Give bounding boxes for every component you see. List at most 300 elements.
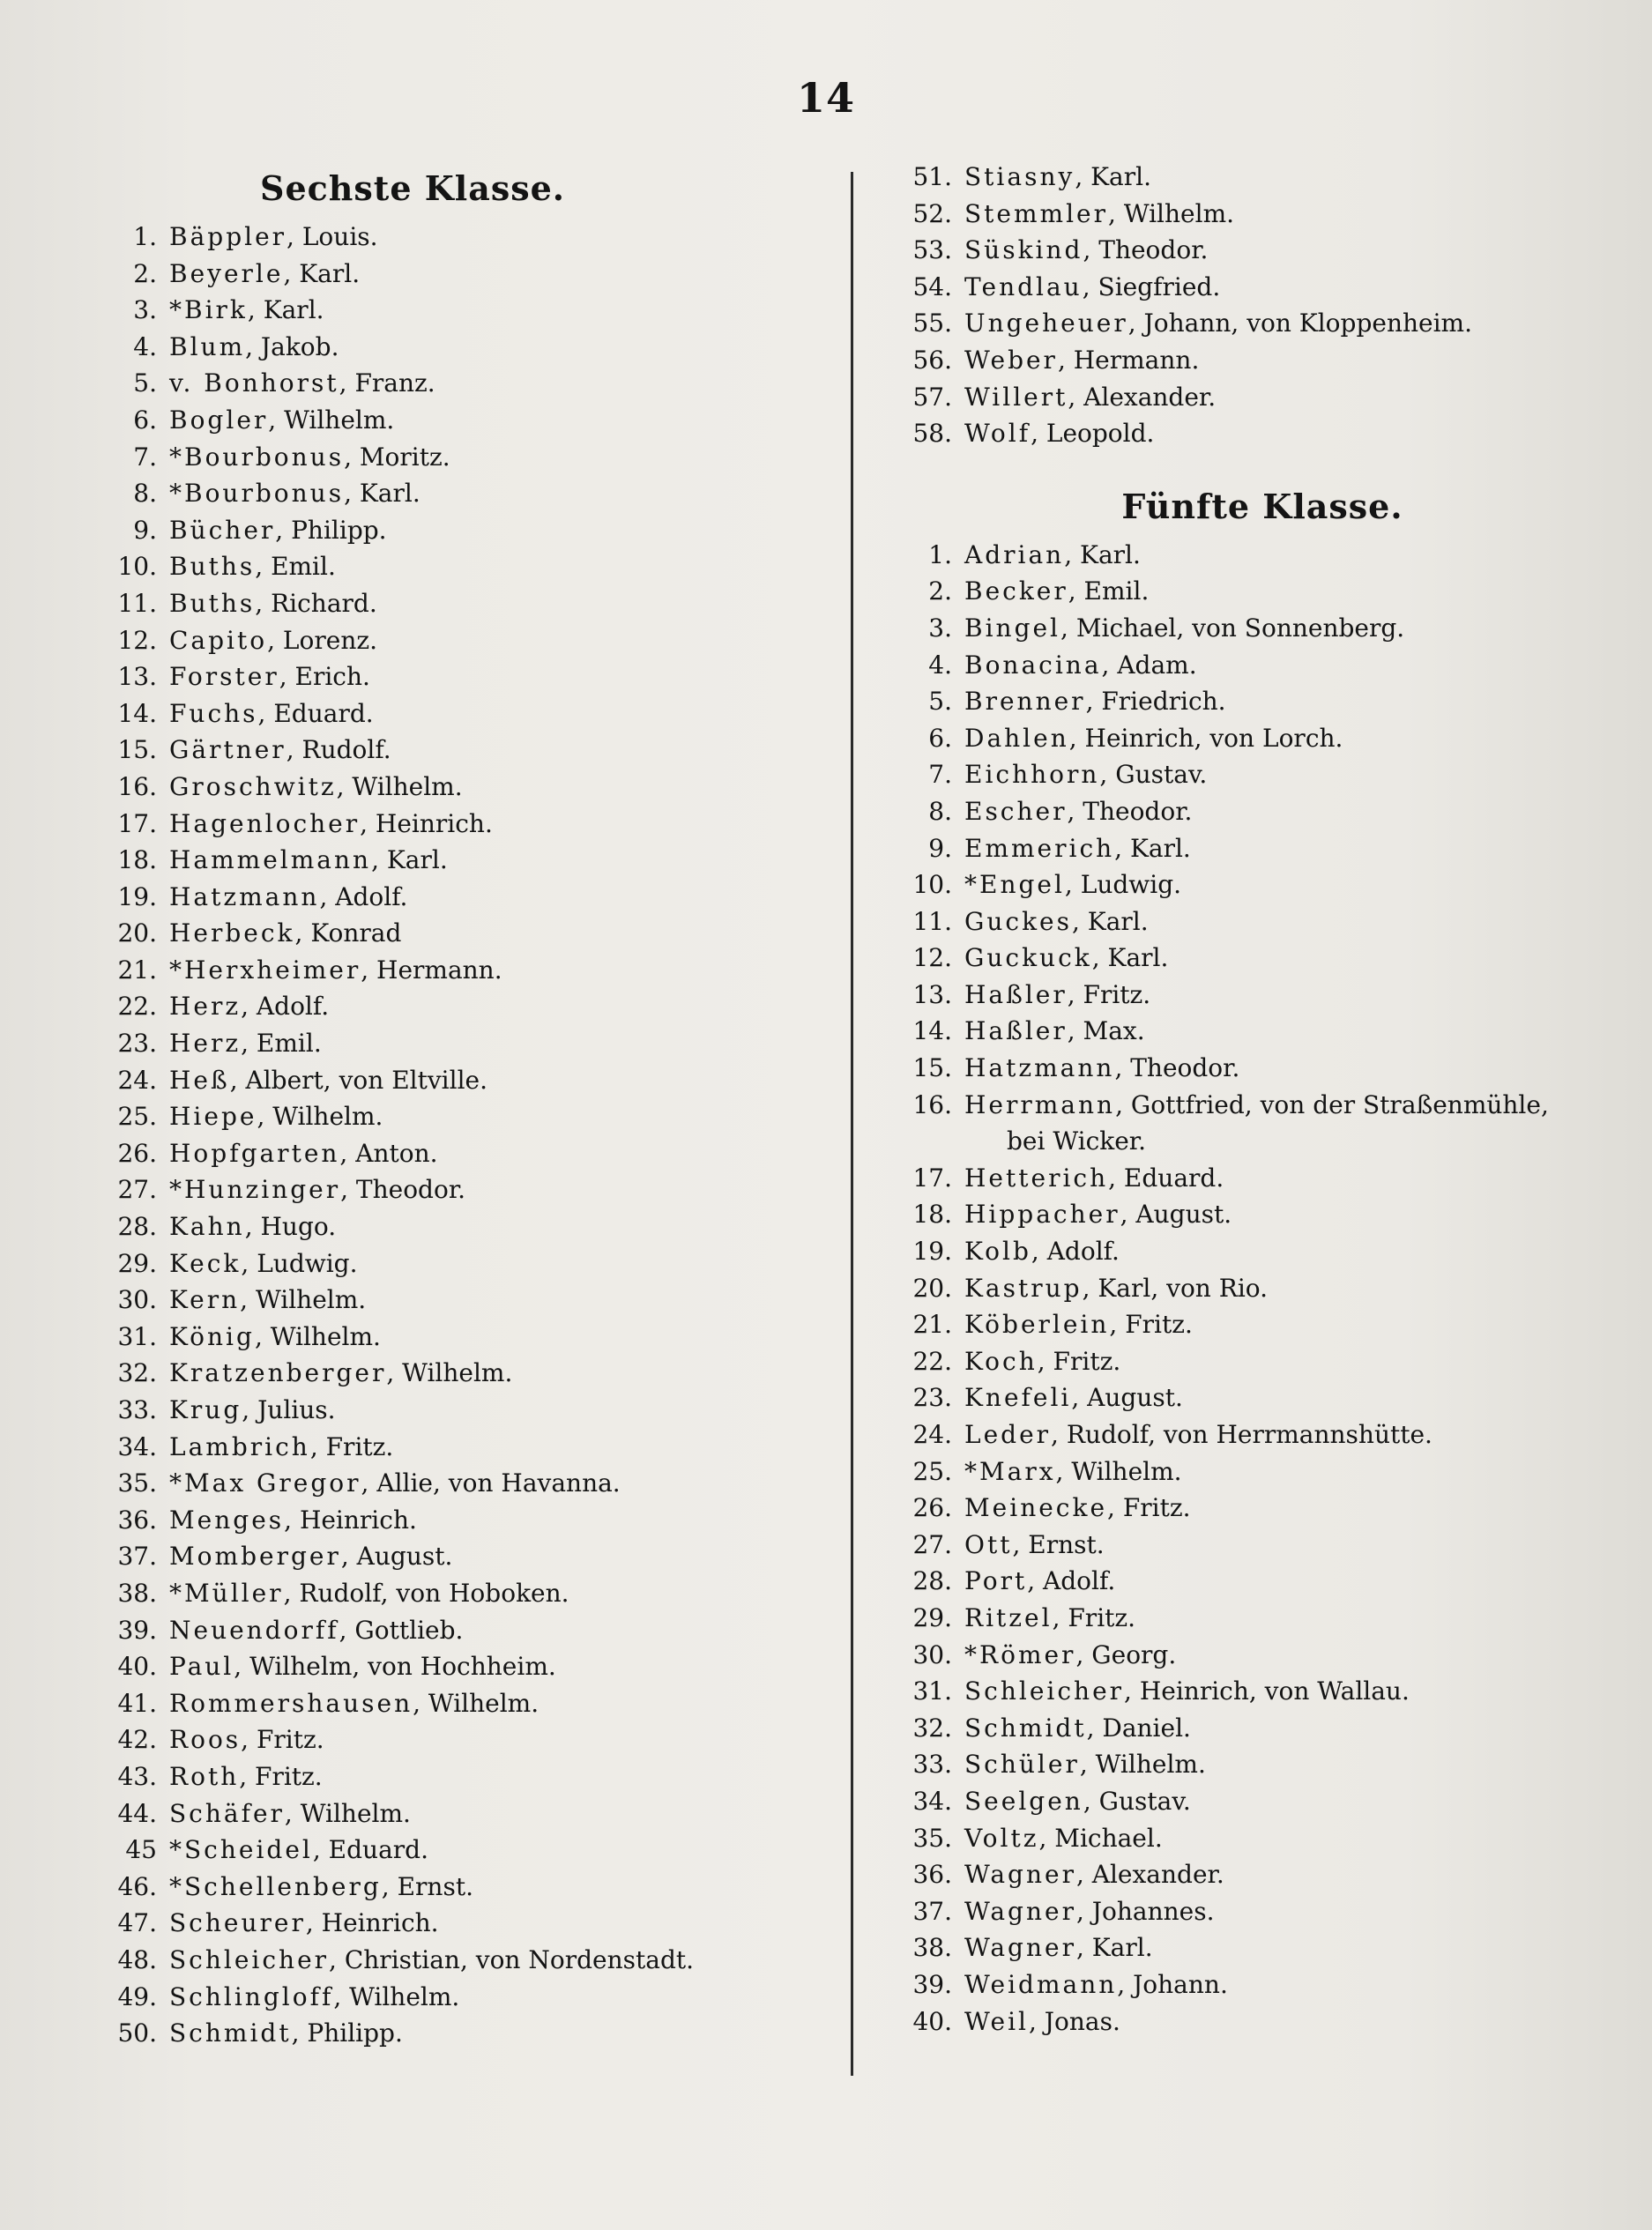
entry-number: 50.: [117, 2018, 157, 2048]
entry-given-name: , Konrad: [294, 918, 402, 948]
entry-number: 42.: [117, 1725, 157, 1755]
entry-given-name: , Erich.: [279, 662, 370, 692]
list-item: [901, 1013, 1624, 1050]
entry-number: 41.: [117, 1688, 157, 1718]
entry-given-name: , Fritz.: [1052, 1602, 1136, 1632]
entry-text: [964, 1270, 1268, 1307]
entry-text: [169, 1392, 336, 1429]
list-item: [106, 879, 829, 916]
entry-given-name: , Alexander.: [1068, 382, 1217, 412]
entry-given-name: , Eduard.: [257, 698, 374, 728]
entry-text: [169, 1942, 694, 1979]
entry-surname: *Max Gregor: [169, 1468, 361, 1498]
entry-number: 2.: [928, 576, 952, 606]
list-item: [106, 1758, 829, 1795]
entry-surname: Guckuck: [964, 943, 1092, 973]
entry-text: [964, 1306, 1193, 1343]
entry-surname: Tendlau: [964, 271, 1083, 301]
list-item: [901, 415, 1624, 452]
entry-number: 33.: [912, 1750, 952, 1780]
entry-given-name: , Fritz.: [1107, 1493, 1191, 1523]
list-item: [106, 1171, 829, 1208]
entry-number: 35.: [117, 1468, 157, 1498]
entry-given-name: , Karl.: [1075, 162, 1151, 191]
entry-text: [169, 622, 377, 659]
list-item: [901, 1856, 1624, 1893]
entry-surname: Knefeli: [964, 1383, 1072, 1413]
entry-surname: Brenner: [964, 687, 1086, 717]
entry-text: [169, 2015, 403, 2052]
entry-text: [964, 1490, 1191, 1527]
list-item: [106, 1135, 829, 1172]
entry-number: 15.: [912, 1053, 952, 1083]
entry-number: 51.: [912, 162, 952, 191]
entry-given-name: , Hermann.: [361, 955, 502, 985]
entry-given-name: , Ludwig.: [241, 1248, 358, 1278]
entry-text: [169, 1869, 473, 1906]
entry-given-name: , Rudolf, von Herrmannshütte.: [1051, 1420, 1432, 1449]
entry-surname: Hippacher: [964, 1200, 1120, 1230]
list-item: [901, 1746, 1624, 1783]
entry-text: [169, 658, 370, 695]
entry-given-name: , Ludwig.: [1064, 870, 1182, 900]
entry-surname: Kolb: [964, 1237, 1031, 1267]
entry-text: [964, 1600, 1135, 1637]
entry-text: [964, 196, 1234, 233]
entry-number: 32.: [117, 1358, 157, 1388]
entry-number: 10.: [117, 552, 157, 582]
list-item: [901, 830, 1624, 867]
entry-text: [964, 415, 1154, 452]
entry-given-name: , Philipp.: [275, 515, 387, 545]
entry-given-name: , Fritz.: [1067, 979, 1151, 1009]
entry-number: 14.: [117, 698, 157, 728]
entry-number: 12.: [912, 943, 952, 973]
list-item: [901, 647, 1624, 684]
entry-given-name: , Wilhelm.: [268, 405, 395, 435]
entry-given-name: , Johannes.: [1075, 1896, 1215, 1926]
entry-surname: Hagenlocher: [169, 808, 361, 838]
entry-text: [964, 1013, 1145, 1050]
entry-surname: Buths: [169, 552, 256, 582]
entry-surname: Stiasny: [964, 162, 1075, 191]
entry-surname: Rommershausen: [169, 1688, 413, 1718]
list-item: [901, 1050, 1624, 1087]
entry-surname: Heß: [169, 1065, 230, 1095]
entry-text: [964, 940, 1168, 977]
entry-given-name: , Wilhelm.: [336, 771, 463, 801]
entry-text: [169, 1429, 393, 1466]
list-item: [106, 1025, 829, 1062]
section-title-fuenfte-klasse: Fünfte Klasse.: [1121, 486, 1403, 526]
entry-number: 27.: [912, 1529, 952, 1559]
entry-number: 55.: [912, 308, 952, 338]
entry-text: [169, 769, 463, 806]
entry-surname: Fuchs: [169, 698, 258, 728]
entry-surname: Schüler: [964, 1750, 1080, 1780]
entry-surname: Scheurer: [169, 1908, 306, 1938]
entry-given-name: , August.: [1071, 1383, 1183, 1413]
entry-number: 8.: [133, 479, 157, 509]
entry-text: [964, 1343, 1120, 1380]
entry-number: 13.: [117, 662, 157, 692]
entry-number: 29.: [117, 1248, 157, 1278]
entry-text: [169, 1685, 539, 1722]
list-item: [901, 573, 1624, 610]
entry-surname: Weber: [964, 345, 1058, 375]
entry-given-name: , Franz.: [339, 368, 435, 398]
list-item: [901, 1490, 1624, 1527]
entry-given-name: , Karl.: [1091, 943, 1169, 973]
entry-given-name: , Fritz.: [1037, 1346, 1121, 1376]
entry-given-name: , Michael, von Sonnenberg.: [1060, 613, 1405, 643]
entry-given-name: , Theodor.: [1083, 235, 1209, 265]
entry-given-name: , Rudolf, von Hoboken.: [283, 1578, 569, 1608]
entry-text: [169, 1795, 411, 1832]
list-item: [901, 1600, 1624, 1637]
entry-number: 5.: [928, 687, 952, 717]
entry-text: [169, 1721, 324, 1758]
entry-number: 45: [125, 1835, 157, 1865]
entry-number: 6.: [133, 405, 157, 435]
entry-surname: Krug: [169, 1395, 242, 1424]
entry-number: 40.: [117, 1652, 157, 1682]
list-item: [106, 1429, 829, 1466]
entry-text: [169, 1062, 487, 1099]
list-item: [106, 1942, 829, 1979]
entry-number: 8.: [928, 796, 952, 826]
entry-text: [964, 232, 1208, 269]
entry-given-name: , Louis.: [286, 222, 378, 251]
list-item: [106, 1685, 829, 1722]
entry-text: [169, 585, 377, 622]
entry-text: [964, 1637, 1176, 1674]
entry-number: 39.: [117, 1615, 157, 1645]
entry-number: 20.: [117, 918, 157, 948]
entry-text: [964, 1527, 1105, 1564]
entry-given-name: , Wilhelm.: [254, 1321, 381, 1351]
entry-surname: Weil: [964, 2006, 1029, 2036]
list-item: [901, 1416, 1624, 1453]
entry-text: [169, 1832, 428, 1869]
entry-surname: Haßler: [964, 1016, 1068, 1046]
entry-given-name: , Fritz.: [1109, 1310, 1193, 1340]
list-item: [106, 1832, 829, 1869]
entry-number: 52.: [912, 198, 952, 228]
list-item: [106, 1538, 829, 1575]
entry-number: 40.: [912, 2006, 952, 2036]
entry-given-name: , Karl, von Rio.: [1082, 1273, 1269, 1303]
entry-number: 23.: [912, 1383, 952, 1413]
entry-text: [964, 1087, 1617, 1160]
entry-surname: *Bourbonus: [169, 442, 345, 472]
entry-number: 26.: [117, 1138, 157, 1168]
entry-number: 4.: [133, 331, 157, 361]
entry-number: 18.: [117, 845, 157, 875]
entry-text: [964, 1966, 1228, 2003]
entry-surname: Emmerich: [964, 833, 1115, 863]
entry-text: [169, 1538, 452, 1575]
entry-given-name: , Hugo.: [244, 1212, 337, 1242]
entry-surname: Paul: [169, 1652, 234, 1682]
entry-surname: Beyerle: [169, 258, 284, 288]
entry-surname: Capito: [169, 625, 268, 655]
list-item: [106, 292, 829, 329]
list-item: [106, 1062, 829, 1099]
entry-given-name: , Julius.: [242, 1395, 336, 1424]
list-item: [106, 1648, 829, 1685]
entry-surname: *Engel: [964, 870, 1065, 900]
entry-number: 25.: [912, 1456, 952, 1486]
entry-number: 5.: [133, 368, 157, 398]
list-item: [106, 1319, 829, 1356]
entry-given-name: , Leopold.: [1031, 419, 1155, 449]
entry-text: [964, 683, 1226, 720]
list-item: [106, 219, 829, 256]
entry-text: [964, 647, 1197, 684]
entry-text: [169, 1355, 512, 1392]
list-item: [106, 1979, 829, 2016]
list-item: [901, 232, 1624, 269]
list-item: [901, 793, 1624, 830]
list-item: [901, 1637, 1624, 1674]
list-item: [106, 585, 829, 622]
entry-surname: Wagner: [964, 1896, 1076, 1926]
list-item: [106, 1612, 829, 1649]
entry-text: [169, 1575, 569, 1612]
entry-given-name: , Emil.: [241, 1029, 322, 1059]
entry-given-name: , Daniel.: [1086, 1713, 1191, 1743]
entry-number: 11.: [912, 906, 952, 936]
entry-surname: Ott: [964, 1529, 1013, 1559]
list-item: [106, 952, 829, 989]
entry-given-name: , Gottfried, von der Straßenmühle,: [1115, 1089, 1549, 1119]
list-item: [901, 305, 1624, 342]
list-item: [901, 977, 1624, 1014]
entry-surname: Menges: [169, 1505, 285, 1535]
entry-given-name: , Fritz.: [239, 1761, 323, 1791]
list-item: [901, 903, 1624, 940]
list-item: [106, 365, 829, 402]
entry-text: [964, 830, 1191, 867]
entry-surname: Wagner: [964, 1933, 1076, 1963]
entry-given-name: , Heinrich, von Wallau.: [1124, 1676, 1410, 1706]
list-item: [901, 1563, 1624, 1600]
entry-text: [964, 2003, 1120, 2040]
class-list-fuenfte: [901, 537, 1624, 2040]
entry-text: [169, 548, 336, 585]
entry-number: 15.: [117, 735, 157, 765]
entry-surname: Hiepe: [169, 1102, 257, 1132]
list-item: [106, 1502, 829, 1539]
entry-given-name: , Anton.: [339, 1138, 438, 1168]
entry-surname: Wagner: [964, 1860, 1076, 1890]
entry-number: 26.: [912, 1493, 952, 1523]
entry-number: 34.: [117, 1431, 157, 1461]
entry-given-name: , Karl.: [371, 845, 448, 875]
entry-number: 14.: [912, 1016, 952, 1046]
entry-surname: Herz: [169, 992, 242, 1022]
entry-text: [169, 952, 502, 989]
entry-surname: Herrmann: [964, 1089, 1116, 1119]
entry-text: [964, 1160, 1224, 1197]
entry-surname: Neuendorff: [169, 1615, 339, 1645]
entry-text: [964, 1196, 1232, 1233]
entry-surname: Schlingloff: [169, 1981, 334, 2011]
entry-surname: Keck: [169, 1248, 242, 1278]
entry-given-name: , Eduard.: [1108, 1163, 1224, 1193]
list-item: [106, 1869, 829, 1906]
entry-surname: Voltz: [964, 1823, 1039, 1853]
entry-given-name: , Wilhelm.: [240, 1285, 367, 1315]
entry-given-name: , Karl.: [247, 295, 324, 325]
entry-surname: *Marx: [964, 1456, 1056, 1486]
entry-text: [964, 793, 1192, 830]
entry-number: 35.: [912, 1823, 952, 1853]
entry-text: [169, 1282, 366, 1319]
entry-surname: Lambrich: [169, 1431, 310, 1461]
entry-given-name: , Fritz.: [241, 1725, 324, 1755]
entry-text: [964, 903, 1149, 940]
entry-surname: Schmidt: [964, 1713, 1087, 1743]
entry-text: [169, 842, 448, 879]
list-item: [106, 658, 829, 695]
entry-surname: *Müller: [169, 1578, 284, 1608]
list-item: [901, 1929, 1624, 1966]
entry-given-name: , Theodor.: [1067, 796, 1193, 826]
entry-number: 43.: [117, 1761, 157, 1791]
entry-text: [964, 269, 1220, 306]
class-list-sechste: [106, 219, 829, 2052]
entry-number: 19.: [912, 1237, 952, 1267]
list-item: [901, 610, 1624, 647]
entry-text: [169, 806, 493, 843]
list-item: [901, 720, 1624, 757]
entry-number: 44.: [117, 1798, 157, 1828]
entry-given-name: , Wilhelm.: [333, 1981, 460, 2011]
entry-text: [964, 1746, 1206, 1783]
entry-text: [964, 1820, 1163, 1857]
entry-number: 30.: [117, 1285, 157, 1315]
list-item: [106, 2015, 829, 2052]
entry-surname: Schmidt: [169, 2018, 292, 2048]
entry-given-name: , Karl.: [1075, 1933, 1153, 1963]
entry-text: [169, 402, 394, 439]
entry-surname: Weidmann: [964, 1969, 1118, 1999]
entry-text: [169, 439, 450, 476]
list-item: [901, 756, 1624, 793]
entry-surname: Gärtner: [169, 735, 286, 765]
page-number: 14: [796, 74, 855, 122]
entry-number: 56.: [912, 345, 952, 375]
section-spacer: [901, 452, 1624, 477]
entry-given-name: , Christian, von Nordenstadt.: [329, 1944, 695, 1974]
entry-surname: Blum: [169, 331, 246, 361]
entry-number: 38.: [912, 1933, 952, 1963]
entry-given-name: , Wilhelm.: [413, 1688, 540, 1718]
section-title-sechste-klasse: Sechste Klasse.: [260, 168, 566, 208]
entry-number: 6.: [928, 723, 952, 753]
entry-given-name: , Michael.: [1038, 1823, 1163, 1853]
entry-text: [169, 1135, 438, 1172]
entry-text: [169, 256, 360, 293]
entry-text: [169, 1905, 439, 1942]
entry-surname: *Herxheimer: [169, 955, 361, 985]
list-item: [901, 1379, 1624, 1416]
entry-given-name: , Jonas.: [1028, 2006, 1120, 2036]
entry-number: 7.: [133, 442, 157, 472]
list-item: [106, 1465, 829, 1502]
entry-text: [169, 1245, 358, 1282]
entry-text: [169, 1612, 463, 1649]
entry-text: [964, 342, 1199, 379]
list-item: [106, 695, 829, 732]
list-item: [106, 988, 829, 1025]
entry-surname: Becker: [964, 576, 1068, 606]
list-item: [901, 1820, 1624, 1857]
list-item: [106, 439, 829, 476]
entry-text: [964, 1453, 1182, 1490]
entry-surname: v. Bonhorst: [169, 368, 339, 398]
list-item: [106, 1245, 829, 1282]
entry-text: [169, 1465, 621, 1502]
entry-text: [964, 866, 1181, 903]
list-item: [901, 1893, 1624, 1930]
entry-given-name: , Heinrich.: [284, 1505, 417, 1535]
entry-given-name: , Heinrich, von Lorch.: [1068, 723, 1343, 753]
entry-number: 34.: [912, 1786, 952, 1816]
entry-number: 49.: [117, 1981, 157, 2011]
entry-surname: Port: [964, 1566, 1028, 1596]
entry-text: [964, 1893, 1214, 1930]
entry-surname: Kern: [169, 1285, 241, 1315]
entry-number: 2.: [133, 258, 157, 288]
list-item: [106, 842, 829, 879]
entry-surname: Schleicher: [169, 1944, 330, 1974]
entry-given-name: , Alexander.: [1075, 1860, 1224, 1890]
list-item: [901, 1673, 1624, 1710]
list-item: [901, 1453, 1624, 1490]
entry-given-name: , Moritz.: [344, 442, 450, 472]
entry-text: [964, 1710, 1191, 1747]
entry-text: [964, 610, 1404, 647]
entry-text: [169, 475, 420, 512]
list-item: [901, 1306, 1624, 1343]
entry-given-name: , Adolf.: [1031, 1237, 1120, 1267]
entry-surname: Ritzel: [964, 1602, 1053, 1632]
entry-surname: Eichhorn: [964, 760, 1100, 790]
entry-given-name: , Adam.: [1101, 650, 1197, 680]
entry-given-name: , Richard.: [255, 588, 377, 618]
entry-number: 16.: [117, 771, 157, 801]
entry-surname: Meinecke: [964, 1493, 1108, 1523]
list-item: [901, 683, 1624, 720]
entry-given-name: , Eduard.: [312, 1835, 428, 1865]
entry-text: [964, 977, 1150, 1014]
entry-given-name: , Theodor.: [340, 1175, 466, 1205]
entry-given-name: , Wilhelm.: [386, 1358, 513, 1388]
list-item: [901, 379, 1624, 416]
entry-given-name: , Wilhelm.: [1055, 1456, 1182, 1486]
entry-number: 32.: [912, 1713, 952, 1743]
entry-text: [169, 219, 378, 256]
entry-number: 36.: [912, 1860, 952, 1890]
entry-surname: Köberlein: [964, 1310, 1110, 1340]
entry-surname: *Bourbonus: [169, 479, 345, 509]
list-item: [106, 732, 829, 769]
list-item: [106, 915, 829, 952]
entry-text: [964, 537, 1141, 574]
